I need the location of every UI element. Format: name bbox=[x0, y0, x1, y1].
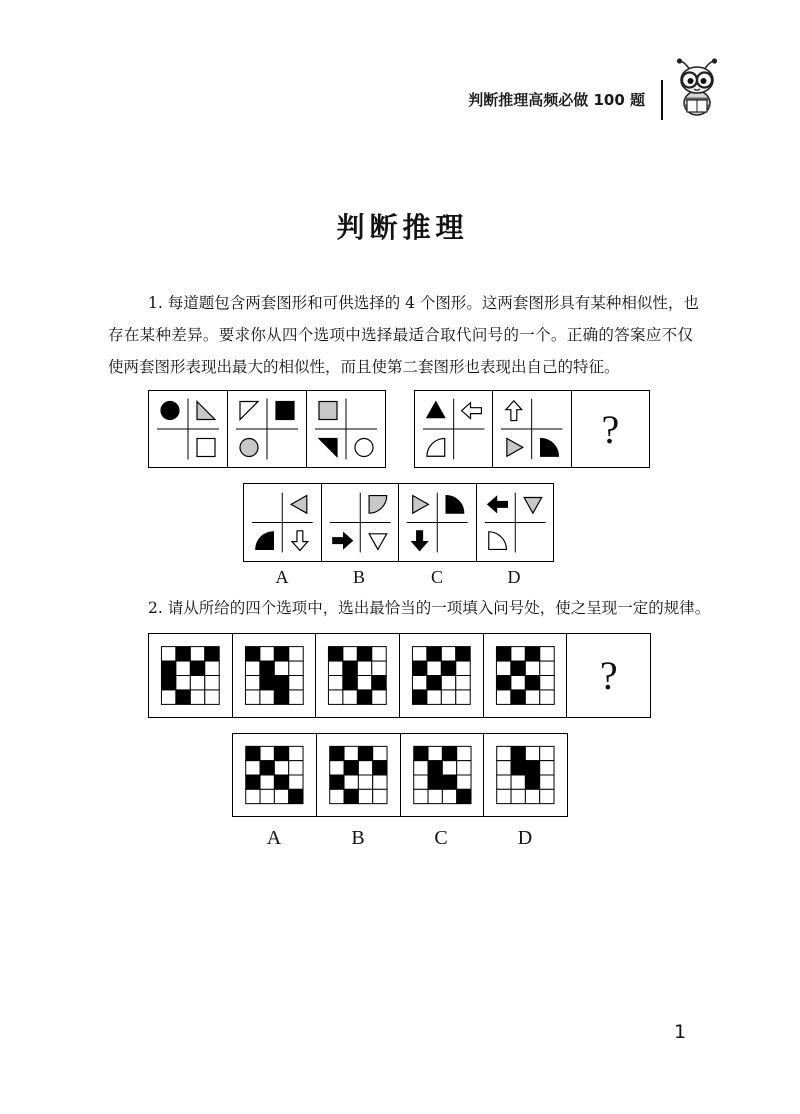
question1-line-1: 1. 每道题包含两套图形和可供选择的 4 个图形。这两套图形具有某种相似性，也 bbox=[148, 294, 699, 312]
white-arrow-left-icon bbox=[462, 403, 482, 419]
white-grid-cell bbox=[496, 661, 510, 675]
option-d-label: D bbox=[507, 567, 521, 587]
white-grid-cell bbox=[526, 789, 540, 803]
grid-panel bbox=[315, 634, 399, 717]
white-grid-cell bbox=[358, 789, 372, 803]
option-d-panel[interactable] bbox=[483, 734, 567, 816]
question-mark-panel bbox=[566, 634, 650, 717]
figure-panel bbox=[415, 391, 492, 467]
black-grid-cell bbox=[260, 761, 274, 775]
header-divider bbox=[661, 80, 663, 120]
black-arrow-left-icon bbox=[487, 497, 507, 513]
grid-panel bbox=[232, 634, 316, 717]
black-quarter-circle-bl-icon bbox=[541, 438, 559, 456]
white-grid-cell bbox=[288, 647, 302, 661]
white-grid-cell bbox=[343, 690, 357, 704]
white-grid-cell bbox=[274, 789, 288, 803]
gray-square-icon bbox=[319, 402, 337, 420]
white-grid-cell bbox=[372, 647, 386, 661]
white-grid-cell bbox=[413, 789, 427, 803]
black-grid-cell bbox=[260, 676, 274, 690]
question1-figure-set-1 bbox=[148, 390, 386, 468]
white-grid-cell bbox=[260, 789, 274, 803]
black-circle-icon bbox=[161, 402, 179, 420]
black-grid-cell bbox=[525, 676, 539, 690]
black-grid-cell bbox=[427, 647, 441, 661]
black-grid-cell bbox=[246, 775, 260, 789]
option-d-panel[interactable] bbox=[476, 484, 554, 561]
black-right-triangle-tr-icon bbox=[319, 439, 337, 457]
white-grid-cell bbox=[497, 789, 511, 803]
black-grid-cell bbox=[427, 676, 441, 690]
figure-panel bbox=[149, 391, 227, 467]
white-quarter-circle-br-icon bbox=[427, 438, 445, 456]
white-grid-cell bbox=[456, 661, 470, 675]
black-grid-cell bbox=[358, 690, 372, 704]
white-grid-cell bbox=[412, 647, 426, 661]
option-a-panel[interactable] bbox=[233, 734, 316, 816]
white-grid-cell bbox=[161, 690, 175, 704]
black-grid-cell bbox=[329, 647, 343, 661]
white-grid-cell bbox=[441, 647, 455, 661]
white-grid-cell bbox=[190, 690, 204, 704]
white-grid-cell bbox=[525, 690, 539, 704]
black-grid-cell bbox=[442, 775, 456, 789]
white-grid-cell bbox=[260, 746, 274, 760]
option-b-label: B bbox=[351, 827, 365, 849]
black-grid-cell bbox=[274, 690, 288, 704]
black-grid-cell bbox=[511, 661, 525, 675]
white-grid-cell bbox=[358, 761, 372, 775]
black-grid-cell bbox=[329, 746, 343, 760]
black-grid-cell bbox=[456, 789, 470, 803]
white-grid-cell bbox=[289, 761, 303, 775]
figure-panel bbox=[492, 391, 570, 467]
question1-options bbox=[243, 483, 554, 562]
option-b-panel[interactable] bbox=[316, 734, 400, 816]
white-grid-cell bbox=[358, 676, 372, 690]
gray-circle-icon bbox=[240, 439, 258, 457]
black-square-icon bbox=[276, 402, 294, 420]
white-grid-cell bbox=[540, 775, 554, 789]
white-grid-cell bbox=[372, 661, 386, 675]
white-grid-cell bbox=[511, 775, 525, 789]
white-grid-cell bbox=[358, 775, 372, 789]
black-grid-cell bbox=[372, 676, 386, 690]
black-grid-cell bbox=[274, 775, 288, 789]
question1-line-2: 存在某种差异。要求你从四个选项中选择最适合取代问号的一个。正确的答案应不仅 bbox=[108, 326, 693, 344]
white-grid-cell bbox=[442, 761, 456, 775]
white-triangle-down-icon bbox=[369, 534, 387, 550]
grid-panel bbox=[149, 634, 232, 717]
white-grid-cell bbox=[329, 761, 343, 775]
black-grid-cell bbox=[343, 676, 357, 690]
white-grid-cell bbox=[497, 761, 511, 775]
white-grid-cell bbox=[511, 647, 525, 661]
white-grid-cell bbox=[540, 761, 554, 775]
black-grid-cell bbox=[274, 746, 288, 760]
black-grid-cell bbox=[176, 690, 190, 704]
black-grid-cell bbox=[205, 647, 219, 661]
black-grid-cell bbox=[428, 761, 442, 775]
white-grid-cell bbox=[372, 775, 386, 789]
white-grid-cell bbox=[413, 761, 427, 775]
white-grid-cell bbox=[260, 647, 274, 661]
white-grid-cell bbox=[456, 690, 470, 704]
white-grid-cell bbox=[442, 789, 456, 803]
white-grid-cell bbox=[412, 676, 426, 690]
white-grid-cell bbox=[246, 761, 260, 775]
white-grid-cell bbox=[372, 746, 386, 760]
white-grid-cell bbox=[289, 746, 303, 760]
white-grid-cell bbox=[428, 746, 442, 760]
white-grid-cell bbox=[539, 661, 553, 675]
option-c-label: C bbox=[430, 567, 443, 587]
question2-text: 2. 请从所给的四个选项中，选出最恰当的一项填入问号处，使之呈现一定的规律。 bbox=[148, 599, 711, 617]
white-square-icon bbox=[197, 439, 215, 457]
gray-triangle-left-icon bbox=[291, 496, 307, 514]
option-c-panel[interactable] bbox=[400, 734, 484, 816]
white-grid-cell bbox=[329, 661, 343, 675]
white-grid-cell bbox=[427, 661, 441, 675]
white-grid-cell bbox=[343, 647, 357, 661]
black-grid-cell bbox=[274, 647, 288, 661]
black-grid-cell bbox=[176, 647, 190, 661]
glasses-bee-mascot-icon bbox=[670, 56, 724, 120]
white-grid-cell bbox=[176, 676, 190, 690]
white-grid-cell bbox=[245, 676, 259, 690]
white-grid-cell bbox=[288, 676, 302, 690]
option-a-label: A bbox=[275, 567, 289, 587]
black-grid-cell bbox=[344, 789, 358, 803]
white-grid-cell bbox=[511, 676, 525, 690]
option-b-panel[interactable] bbox=[321, 484, 399, 561]
black-grid-cell bbox=[496, 647, 510, 661]
black-grid-cell bbox=[358, 647, 372, 661]
question-mark-panel bbox=[571, 391, 649, 467]
white-grid-cell bbox=[190, 647, 204, 661]
question2-options bbox=[232, 733, 568, 817]
white-grid-cell bbox=[511, 789, 525, 803]
white-grid-cell bbox=[260, 690, 274, 704]
option-c-label: C bbox=[434, 827, 448, 849]
white-grid-cell bbox=[289, 775, 303, 789]
black-grid-cell bbox=[441, 661, 455, 675]
black-grid-cell bbox=[343, 661, 357, 675]
white-grid-cell bbox=[540, 789, 554, 803]
white-grid-cell bbox=[246, 789, 260, 803]
black-grid-cell bbox=[525, 647, 539, 661]
white-grid-cell bbox=[288, 690, 302, 704]
white-grid-cell bbox=[288, 661, 302, 675]
black-grid-cell bbox=[511, 746, 525, 760]
white-grid-cell bbox=[441, 690, 455, 704]
white-grid-cell bbox=[190, 676, 204, 690]
gray-quarter-circle-tl-icon bbox=[369, 496, 387, 514]
white-grid-cell bbox=[427, 690, 441, 704]
black-grid-cell bbox=[245, 647, 259, 661]
white-grid-cell bbox=[456, 746, 470, 760]
white-arrow-down-icon bbox=[292, 531, 308, 551]
white-grid-cell bbox=[456, 775, 470, 789]
white-grid-cell bbox=[539, 690, 553, 704]
question-mark: ? bbox=[601, 406, 620, 452]
white-grid-cell bbox=[344, 746, 358, 760]
black-grid-cell bbox=[526, 761, 540, 775]
question1-line-3: 使两套图形表现出最大的相似性，而且使第二套图形也表现出自己的特征。 bbox=[108, 358, 620, 376]
black-grid-cell bbox=[274, 676, 288, 690]
white-grid-cell bbox=[456, 676, 470, 690]
option-a-panel[interactable] bbox=[244, 484, 321, 561]
white-arrow-up-icon bbox=[506, 401, 522, 421]
white-grid-cell bbox=[245, 661, 259, 675]
option-d-label: D bbox=[517, 827, 533, 849]
white-grid-cell bbox=[526, 746, 540, 760]
white-grid-cell bbox=[329, 676, 343, 690]
black-grid-cell bbox=[358, 746, 372, 760]
white-grid-cell bbox=[456, 761, 470, 775]
figure-panel bbox=[227, 391, 306, 467]
white-grid-cell bbox=[274, 761, 288, 775]
black-grid-cell bbox=[412, 661, 426, 675]
black-grid-cell bbox=[190, 661, 204, 675]
black-grid-cell bbox=[372, 761, 386, 775]
option-b-label: B bbox=[352, 567, 365, 587]
white-quarter-circle-bl-icon bbox=[488, 532, 506, 550]
black-grid-cell bbox=[526, 775, 540, 789]
black-arrow-right-icon bbox=[332, 533, 352, 549]
white-grid-cell bbox=[205, 690, 219, 704]
white-grid-cell bbox=[329, 690, 343, 704]
white-grid-cell bbox=[496, 690, 510, 704]
black-grid-cell bbox=[456, 647, 470, 661]
gray-triangle-down-icon bbox=[524, 497, 542, 513]
white-grid-cell bbox=[525, 661, 539, 675]
white-grid-cell bbox=[539, 676, 553, 690]
white-grid-cell bbox=[497, 746, 511, 760]
black-grid-cell bbox=[496, 676, 510, 690]
page-number: 1 bbox=[673, 1021, 687, 1043]
white-grid-cell bbox=[274, 661, 288, 675]
black-grid-cell bbox=[246, 746, 260, 760]
white-grid-cell bbox=[245, 690, 259, 704]
black-grid-cell bbox=[412, 690, 426, 704]
white-grid-cell bbox=[441, 676, 455, 690]
black-grid-cell bbox=[428, 775, 442, 789]
option-a-label: A bbox=[266, 827, 282, 849]
white-grid-cell bbox=[344, 775, 358, 789]
white-grid-cell bbox=[205, 676, 219, 690]
black-grid-cell bbox=[329, 775, 343, 789]
black-triangle-up-icon bbox=[427, 402, 445, 418]
running-title: 判断推理高频必做 100 题 bbox=[468, 91, 645, 109]
white-grid-cell bbox=[372, 789, 386, 803]
white-grid-cell bbox=[497, 775, 511, 789]
white-grid-cell bbox=[358, 661, 372, 675]
white-grid-cell bbox=[540, 746, 554, 760]
black-grid-cell bbox=[161, 661, 175, 675]
white-grid-cell bbox=[372, 690, 386, 704]
gray-triangle-right-icon bbox=[507, 438, 523, 456]
question2-sequence bbox=[148, 633, 651, 718]
black-grid-cell bbox=[161, 676, 175, 690]
white-grid-cell bbox=[413, 775, 427, 789]
black-grid-cell bbox=[344, 761, 358, 775]
grid-panel bbox=[483, 634, 567, 717]
black-grid-cell bbox=[511, 761, 525, 775]
figure-panel bbox=[306, 391, 385, 467]
white-grid-cell bbox=[161, 647, 175, 661]
white-grid-cell bbox=[428, 789, 442, 803]
white-grid-cell bbox=[329, 789, 343, 803]
question1-figure-set-2 bbox=[414, 390, 650, 468]
white-grid-cell bbox=[205, 661, 219, 675]
black-grid-cell bbox=[511, 690, 525, 704]
grid-panel bbox=[399, 634, 483, 717]
black-grid-cell bbox=[442, 746, 456, 760]
white-grid-cell bbox=[176, 661, 190, 675]
gray-triangle-right-icon bbox=[413, 496, 429, 514]
black-grid-cell bbox=[289, 789, 303, 803]
white-circle-icon bbox=[355, 439, 373, 457]
question-mark: ? bbox=[599, 653, 618, 698]
white-grid-cell bbox=[539, 647, 553, 661]
gray-right-triangle-bl-icon bbox=[197, 402, 215, 420]
black-grid-cell bbox=[260, 661, 274, 675]
black-grid-cell bbox=[413, 746, 427, 760]
white-right-triangle-tl-icon bbox=[240, 402, 258, 420]
option-c-panel[interactable] bbox=[398, 484, 476, 561]
white-grid-cell bbox=[260, 775, 274, 789]
black-quarter-circle-bl-icon bbox=[446, 496, 464, 514]
section-title: 判断推理 bbox=[336, 211, 469, 244]
black-quarter-circle-br-icon bbox=[256, 532, 274, 550]
black-arrow-down-icon bbox=[412, 531, 428, 551]
